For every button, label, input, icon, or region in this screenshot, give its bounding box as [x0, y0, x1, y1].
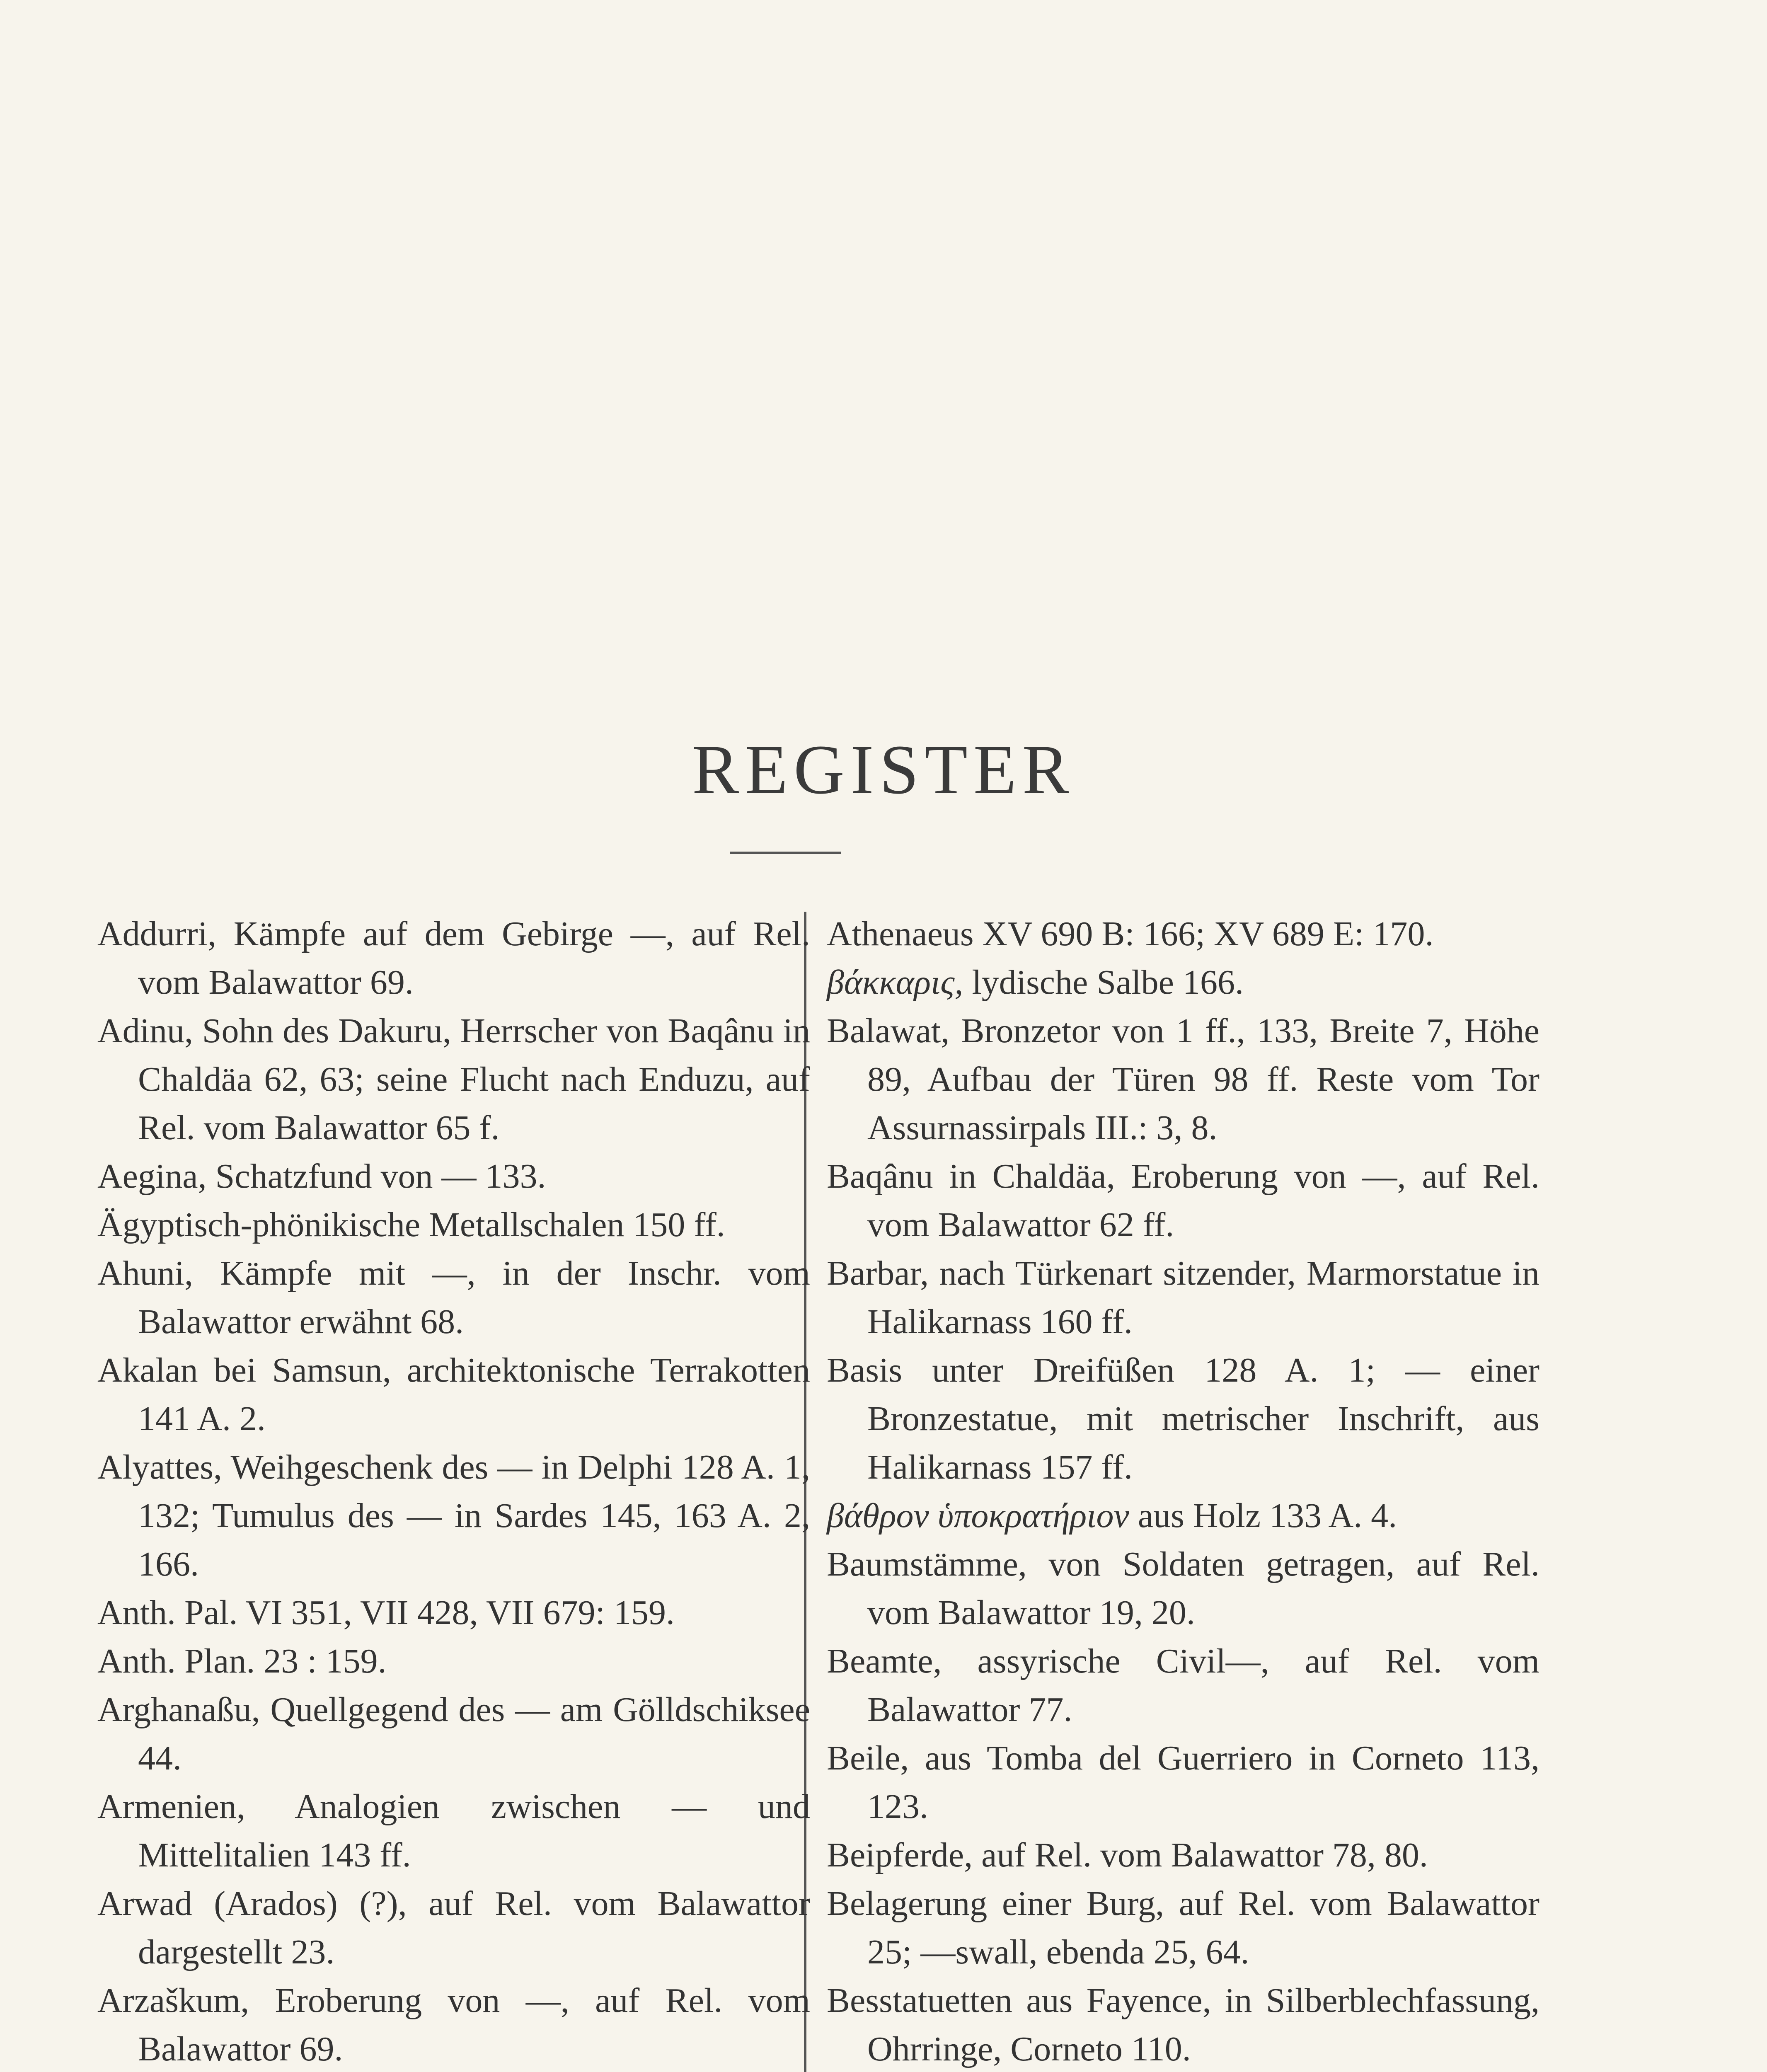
entry-text: Barbar, nach Türkenart sitzender, Marmorstatue in Halikarnass 160 ff. [827, 1254, 1539, 1341]
register-entry [827, 1007, 1539, 1152]
entry-text: Beile, aus Tomba del Guerriero in Corneto 113, 123. [827, 1739, 1539, 1826]
register-entry [827, 1637, 1539, 1734]
register-entry: Arzaškum, Eroberung von —, auf Rel. vom Balawattor 69. [97, 1981, 810, 2068]
register-entry [827, 1976, 1539, 2072]
register-entry: Ahuni, Kämpfe mit —, in der Inschr. vom Balawattor erwähnt 68. [97, 1254, 810, 1341]
entry-text: aus Holz 133 A. 4. [1129, 1496, 1397, 1535]
register-entry [827, 1879, 1539, 1976]
greek-term: βάκκαρις, [827, 963, 963, 1002]
register-entry [827, 1491, 1539, 1540]
entry-text: Belagerung einer Burg, auf Rel. vom Balawattor 25; —swall, ebenda 25, 64. [827, 1884, 1539, 1971]
register-entry: Adinu, Sohn des Dakuru, Herrscher von Baqânu in Chaldäa 62, 63; seine Flucht nach Enduzu, auf Rel. vom Balawattor 65 f. [97, 1012, 810, 1147]
register-entry [827, 958, 1539, 1007]
register-entry [827, 1831, 1539, 1879]
title-rule [730, 852, 841, 854]
register-entry: Arwad (Arados) (?), auf Rel. vom Balawattor dargestellt 23. [97, 1884, 810, 1971]
register-entry [827, 910, 1539, 958]
page-title: REGISTER [692, 731, 1075, 808]
register-entry: Addurri, Kämpfe auf dem Gebirge —, auf Rel. vom Balawattor 69. [97, 915, 810, 1002]
entry-text: lydische Salbe 166. [963, 963, 1244, 1002]
register-entry [827, 1152, 1539, 1249]
entry-text: Basis unter Dreifüßen 128 A. 1; — einer Bronzestatue, mit metrischer Inschrift, aus Halikarnass 157 ff. [827, 1351, 1539, 1486]
register-entry [827, 1346, 1539, 1491]
register-entry: Armenien, Analogien zwischen — und Mittelitalien 143 ff. [97, 1787, 810, 1874]
register-entry: Alyattes, Weihgeschenk des — in Delphi 128 A. 1, 132; Tumulus des — in Sardes 145, 163 A. 2, 166. [97, 1448, 810, 1583]
register-entry: Anth. Plan. 23 : 159. [97, 1642, 387, 1680]
register-entry: Ägyptisch-phönikische Metallschalen 150 ff. [97, 1205, 725, 1244]
entry-text: Beipferde, auf Rel. vom Balawattor 78, 80. [827, 1836, 1428, 1874]
right-column [827, 910, 1539, 2072]
register-entry: Aegina, Schatzfund von — 133. [97, 1157, 546, 1196]
register-entry: Arghanaßu, Quellgegend des — am Gölldschiksee 44. [97, 1690, 810, 1777]
register-entry [827, 1249, 1539, 1346]
entry-text: Besstatuetten aus Fayence, in Silberblechfassung, Ohrringe, Corneto 110. [827, 1981, 1539, 2068]
entry-text: Baqânu in Chaldäa, Eroberung von —, auf Rel. vom Balawattor 62 ff. [827, 1157, 1539, 1244]
register-entry: Akalan bei Samsun, architektonische Terrakotten 141 A. 2. [97, 1351, 810, 1438]
register-entry: Anth. Pal. VI 351, VII 428, VII 679: 159. [97, 1593, 675, 1632]
entry-text: Baumstämme, von Soldaten getragen, auf Rel. vom Balawattor 19, 20. [827, 1545, 1539, 1632]
register-entry [827, 1734, 1539, 1831]
entry-text: Balawat, Bronzetor von 1 ff., 133, Breite 7, Höhe 89, Aufbau der Türen 98 ff. Reste vom Tor Assurnassirpals III.: 3, 8. [827, 1012, 1539, 1147]
greek-term: βάθρον ὑποκρατήριον [827, 1496, 1129, 1535]
register-entry [827, 1540, 1539, 1637]
left-column [97, 910, 810, 2072]
entry-text: Athenaeus XV 690 B: 166; XV 689 E: 170. [827, 915, 1434, 953]
entry-text: Beamte, assyrische Civil—, auf Rel. vom Balawattor 77. [827, 1642, 1539, 1729]
